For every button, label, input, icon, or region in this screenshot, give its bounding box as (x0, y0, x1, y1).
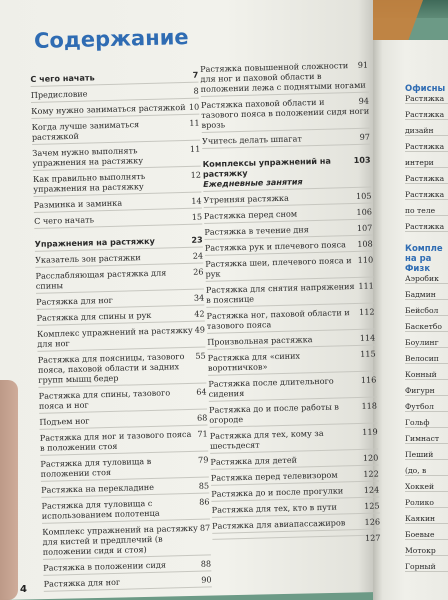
toc-page-number: 42 (194, 308, 205, 319)
toc-entry[interactable]: Растяжка (405, 142, 448, 152)
toc-entry[interactable]: Фигурн (405, 386, 448, 396)
toc-page-number: 10 (188, 101, 200, 112)
toc-entry[interactable] (203, 191, 371, 208)
toc-entry-title: Как правильно выполнять упражнения на растяжку (32, 171, 146, 194)
toc-entry-title: Утренняя растяжка (203, 192, 289, 205)
toc-page-number: 49 (194, 324, 206, 335)
toc-entry-title: Растяжка для «синих воротничков» (207, 350, 301, 373)
toc-page-number: 15 (191, 211, 203, 222)
toc-column-left (30, 60, 212, 595)
toc-page-number: 106 (356, 206, 373, 217)
toc-section-title: Физк (405, 264, 431, 274)
page-number: 4 (20, 584, 27, 595)
toc-entry[interactable] (41, 480, 209, 497)
toc-entry[interactable] (211, 484, 379, 501)
toc-entry[interactable] (208, 349, 377, 376)
toc-page-number: 97 (359, 131, 371, 142)
toc-entry[interactable] (202, 132, 370, 149)
toc-section-title: Офисны (405, 84, 446, 94)
toc-entry-title: Предисловие (30, 88, 88, 100)
toc-page-number: 8 (193, 85, 199, 96)
toc-entry-title: Растяжка на перекладине (41, 481, 155, 495)
toc-page-number: 115 (360, 348, 376, 359)
toc-entry-title: Растяжка до и после работы в огороде (208, 401, 339, 425)
toc-entry[interactable]: Хоккей (405, 482, 448, 492)
toc-entry-title: Растяжка для ног (43, 576, 121, 589)
toc-page-number: 90 (201, 574, 212, 585)
toc-entry[interactable] (39, 386, 208, 413)
toc-page-number: 26 (193, 266, 204, 277)
toc-entry[interactable] (206, 281, 375, 308)
toc-entry-title: Зачем нужно выполнять упражнения на растяжку (32, 145, 144, 168)
toc-entry[interactable]: Бейсбол (405, 306, 448, 316)
toc-entry[interactable]: Растяжка (405, 94, 448, 104)
toc-entry-title: Растяжка перед телевизором (210, 469, 338, 483)
toc-entry-title: Комплекс упражнений на растяжку для кистей и предплечий (в положении сидя и стоя) (42, 522, 198, 557)
toc-page-number: 24 (192, 250, 204, 261)
toc-section-subtitle: Ежедневные занятия (203, 176, 303, 189)
toc-page-number: 14 (191, 195, 202, 206)
toc-section[interactable] (30, 70, 198, 87)
toc-page-number: 11 (189, 143, 201, 154)
toc-column-right (200, 60, 381, 547)
toc-entry-title: С чего начать (33, 214, 95, 226)
toc-entry[interactable]: Боевые (405, 530, 448, 540)
toc-entry[interactable]: Аэробик (405, 274, 448, 284)
toc-page-number: 79 (197, 454, 209, 465)
toc-entry[interactable] (38, 351, 207, 388)
toc-entry[interactable] (204, 223, 372, 240)
toc-entry-title: Растяжка в положении сидя (43, 559, 167, 573)
toc-entry-title: Растяжка после длительного сидения (208, 375, 334, 399)
toc-entry-title: Растяжка рук и плечевого пояса (204, 239, 347, 253)
toc-entry-title: Растяжка для спины и рук (36, 309, 152, 323)
toc-page-number: 120 (362, 452, 379, 463)
toc-entry[interactable]: Гимнаст (405, 434, 448, 444)
toc-section-title: Комплексы упражнений на растяжку (202, 155, 332, 179)
toc-page-number: 71 (197, 428, 208, 439)
toc-section[interactable] (202, 155, 371, 192)
toc-entry[interactable] (212, 500, 380, 517)
toc-entry-title: Произвольная растяжка (207, 334, 313, 347)
toc-entry-title: Растяжка для снятия напряжения в пояснице (205, 281, 355, 305)
toc-entry[interactable] (43, 574, 211, 591)
toc-page-number: 86 (199, 496, 210, 507)
toc-entry[interactable] (210, 426, 379, 453)
toc-entry-title: Растяжка повышенной сложности для ног и паховой области в положении лежа с поднятыми ногами (200, 60, 366, 94)
toc-entry-title: Растяжка перед сном (203, 208, 298, 221)
toc-entry[interactable]: (до, в (405, 466, 448, 476)
toc-page-number: 87 (199, 522, 211, 533)
toc-entry[interactable]: Растяжка (405, 110, 448, 120)
toc-entry[interactable] (204, 207, 372, 224)
toc-entry[interactable]: Боулинг (405, 338, 448, 348)
toc-page-number: 122 (363, 468, 379, 479)
toc-entry[interactable]: Конный (405, 370, 448, 380)
toc-entry[interactable] (207, 333, 375, 350)
toc-page-number: 85 (198, 480, 210, 491)
toc-entry[interactable] (35, 267, 204, 294)
toc-entry-title: Растяжка для поясницы, тазового пояса, паховой области и задних групп мышц бедер (37, 351, 185, 385)
toc-page-number: 110 (357, 254, 374, 265)
toc-entry[interactable] (210, 452, 378, 469)
toc-entry[interactable] (37, 325, 206, 352)
toc-entry[interactable]: Футбол (405, 402, 448, 412)
toc-entry-title: Растяжка для туловища в положении стоя (40, 455, 152, 479)
toc-entry-title: Растяжка ног, паховой области и тазового пояса (206, 307, 350, 331)
toc-entry[interactable]: Горный (405, 562, 448, 572)
toc-entry[interactable]: интери (405, 158, 448, 168)
toc-page-number: 88 (200, 558, 212, 569)
toc-entry[interactable] (205, 255, 374, 282)
toc-entry[interactable] (201, 96, 370, 133)
toc-page-number: 94 (358, 95, 370, 106)
toc-entry-title: Кому нужно заниматься растяжкой (31, 101, 186, 116)
toc-page-number: 124 (363, 484, 380, 495)
toc-entry[interactable] (212, 516, 380, 533)
toc-page-number: 55 (195, 350, 206, 361)
toc-entry[interactable]: Каякин (405, 514, 448, 524)
toc-page-number: 125 (364, 500, 380, 511)
toc-entry[interactable] (36, 293, 204, 310)
toc-page-number: 116 (360, 374, 377, 385)
toc-section-title: С чего начать (30, 72, 95, 84)
toc-page-number: 107 (356, 222, 373, 233)
toc-entry[interactable] (42, 522, 211, 559)
toc-page-number: 118 (361, 400, 378, 411)
toc-page-number: 114 (359, 332, 376, 343)
toc-entry[interactable] (208, 374, 377, 401)
toc-entry-title: Растяжка для ног (36, 294, 113, 307)
toc-entry[interactable] (40, 454, 209, 481)
toc-entry[interactable] (40, 428, 209, 455)
toc-entry[interactable] (206, 307, 375, 334)
toc-entry[interactable] (35, 251, 203, 268)
toc-entry[interactable] (31, 102, 199, 119)
toc-entry[interactable] (32, 144, 201, 171)
toc-page-number: 105 (355, 190, 372, 201)
toc-column-next-page (405, 84, 448, 578)
toc-page-number: 112 (358, 306, 375, 317)
toc-entry[interactable]: Мотокр (405, 546, 448, 556)
toc-section-title: Упражнения на растяжку (34, 235, 155, 249)
toc-entry[interactable]: Растяжка (405, 222, 448, 232)
toc-entry-title: Комплекс упражнений на растяжку для ног (36, 324, 193, 349)
toc-entry[interactable]: Пеший (405, 450, 448, 460)
toc-entry-title: Подъем ног (39, 415, 90, 427)
toc-entry-title: Растяжка паховой области и тазового пояса в положении сидя ноги врозь (200, 96, 370, 130)
toc-page-number: 103 (353, 154, 371, 166)
toc-section[interactable] (35, 235, 203, 252)
toc-page-number: 23 (191, 234, 203, 245)
toc-entry[interactable]: по теле (405, 206, 448, 216)
toc-page-number: 127 (364, 532, 381, 543)
toc-page-number: 119 (362, 426, 378, 437)
toc-entry[interactable]: Гольф (405, 418, 448, 428)
toc-entry-title: Растяжка для детей (210, 454, 298, 467)
toc-entry-title: Когда лучше заниматься растяжкой (31, 119, 140, 142)
toc-page-number: 11 (189, 117, 200, 128)
toc-entry[interactable] (39, 412, 207, 429)
toc-section-title: на ра (405, 254, 432, 264)
toc-entry[interactable] (33, 170, 202, 197)
toc-entry[interactable]: Баскетбо (405, 322, 448, 332)
toc-page-number: 34 (193, 292, 205, 303)
toc-entry-title: Растяжка для спины, тазового пояса и ног (38, 387, 171, 411)
toc-entry[interactable] (211, 468, 379, 485)
toc-page-number: 108 (357, 238, 373, 249)
toc-entry-title: Указатель зон растяжки (34, 252, 141, 265)
toc-entry-title: Растяжка для туловища с использованием полотенца (41, 497, 160, 521)
toc-entry[interactable]: дизайн (405, 126, 448, 136)
toc-entry[interactable]: Растяжка (405, 174, 448, 184)
toc-entry[interactable]: Бадмин (405, 290, 448, 300)
toc-section-title: Компле (405, 244, 443, 254)
toc-page-number: 126 (364, 516, 381, 527)
toc-entry[interactable] (34, 212, 202, 229)
toc-entry-title: Растяжка до и после прогулки (211, 485, 344, 499)
toc-entry[interactable] (32, 118, 201, 145)
toc-entry[interactable]: Ролико (405, 498, 448, 508)
toc-entry[interactable] (205, 239, 373, 256)
toc-entry-title: Учитесь делать шпагат (201, 133, 302, 146)
toc-entry-title: Растяжка для ног и тазового пояса в положении стоя (39, 428, 192, 453)
toc-page-number: 91 (357, 59, 369, 70)
toc-entry[interactable] (34, 196, 202, 213)
toc-entry[interactable]: Растяжка (405, 190, 448, 200)
toc-entry[interactable] (212, 532, 381, 543)
toc-entry-title: Растяжка для тех, кому за шестьдесят (209, 427, 324, 451)
thumb (0, 380, 18, 600)
toc-entry[interactable] (209, 400, 378, 427)
toc-entry-title: Растяжка шеи, плечевого пояса и рук (205, 255, 352, 279)
toc-entry[interactable] (41, 496, 210, 523)
toc-page-number: 111 (358, 280, 374, 291)
toc-entry-title: Растяжка в течение дня (204, 224, 309, 237)
toc-entry-title: Расслабляющая растяжка для спины (35, 267, 167, 291)
toc-page-number: 64 (196, 386, 207, 397)
toc-entry-title: Разминка и заминка (33, 197, 123, 210)
toc-page-number: 7 (192, 69, 199, 80)
toc-page-number: 68 (196, 412, 208, 423)
toc-entry[interactable] (200, 60, 369, 97)
toc-entry[interactable] (31, 86, 199, 103)
toc-entry-title: Растяжка для авиапассажиров (211, 517, 346, 531)
page-title: Содержание (33, 24, 189, 54)
toc-entry[interactable] (37, 309, 205, 326)
toc-entry[interactable] (43, 558, 211, 575)
toc-entry[interactable]: Велосип (405, 354, 448, 364)
toc-entry-title: Растяжка для тех, кто в пути (211, 501, 337, 515)
toc-page-number: 12 (190, 169, 202, 180)
